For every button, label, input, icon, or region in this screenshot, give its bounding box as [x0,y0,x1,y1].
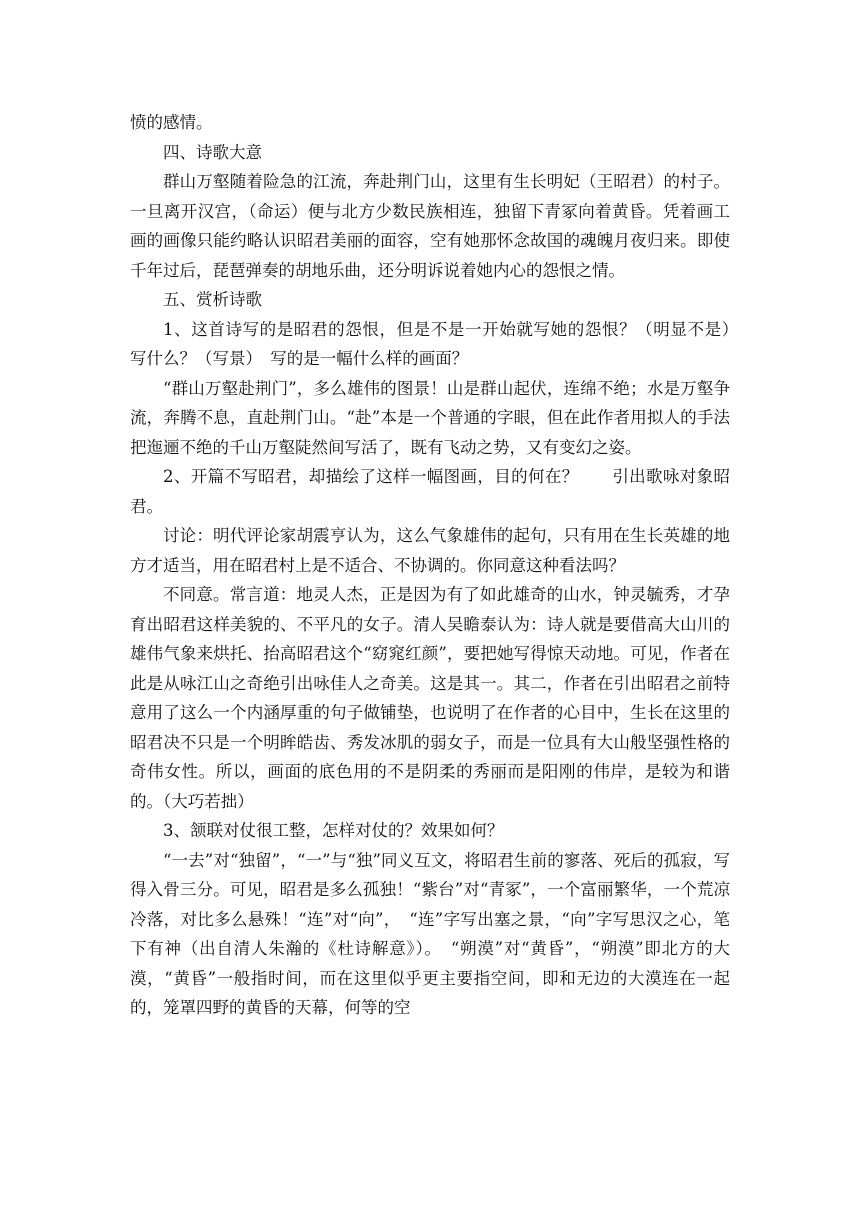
paragraph-question-1: 1、这首诗写的是昭君的怨恨，但是不是一开始就写她的怨恨？（明显不是） 写什么？（写景） 写的是一幅什么样的画面？ [130,319,747,368]
paragraph-answer-1: “群山万壑赴荆门”，多么雄伟的图景！山是群山起伏，连绵不绝；水是万壑争流，奔腾不息，直赴荆门山。“赴”本是一个普通的字眼，但在此作者用拟人的手法把迤逦不绝的千山万壑陡然间写活了，既有飞动之势，又有变幻之姿。 [130,378,730,457]
section-heading-poem-meaning: 四、诗歌大意 [163,142,262,162]
paragraph-discussion-answer: 不同意。常言道：地灵人杰，正是因为有了如此雄奇的山水，钟灵毓秀，才孕育出昭君这样美貌的、不平凡的女子。清人吴瞻泰认为：诗人就是要借高大山川的雄伟气象来烘托、抬高昭君这个“窈窕红颜”，要把她写得惊天动地。可见，作者在此是从咏江山之奇绝引出咏佳人之奇美。这是其一。其二，作者在引出昭君之前特意用了这么一个内涵厚重的句子做铺垫，也说明了在作者的心目中，生长在这里的昭君决不只是一个明眸皓齿、秀发冰肌的弱女子，而是一位具有大山般坚强性格的奇伟女性。所以，画面的底色用的不是阴柔的秀丽而是阳刚的伟岸，是较为和谐的。（大巧若拙） [130,585,730,811]
paragraph-continuation: 愤的感情。 [130,113,213,132]
paragraph-poem-meaning: 群山万壑随着险急的江流，奔赴荆门山，这里有生长明妃（王昭君）的村子。一旦离开汉宫，（命运）便与北方少数民族相连，独留下青冢向着黄昏。凭着画工画的画像只能约略认识昭君美丽的面容，空有她那怀念故国的魂魄月夜归来。即使千年过后，琵琶弹奏的胡地乐曲，还分明诉说着她内心的怨恨之情。 [130,172,730,280]
paragraph-question-3: 3、颔联对仗很工整，怎样对仗的？效果如何？ [163,821,504,840]
paragraph-discussion: 讨论：明代评论家胡震亨认为，这么气象雄伟的起句，只有用在生长英雄的地方才适当，用在昭君村上是不适合、不协调的。你同意这种看法吗？ [130,526,730,575]
paragraph-answer-3: “一去”对“独留”，“一”与“独”同义互文，将昭君生前的寥落、死后的孤寂，写得入骨三分。可见，昭君是多么孤独！“紫台”对“青冢”，一个富丽繁华，一个荒凉冷落，对比多么悬殊！“连”对“向”， “连”字写出塞之景，“向”字写思汉之心，笔下有神（出自清人朱瀚的《杜诗解意》）。 “朔漠”对“黄昏”，“朔漠”即北方的大漠，“黄昏”一般指时间，而在这里似乎更主要指空间，即和无边的大漠连在一起的，笼罩四野的黄昏的天幕，何等的空 [130,850,730,1017]
document-body [130,108,747,1023]
section-heading-appreciation: 五、赏析诗歌 [163,290,262,309]
paragraph-question-2: 2、开篇不写昭君，却描绘了这样一幅图画，目的何在？ 引出歌咏对象昭君。 [130,467,730,516]
